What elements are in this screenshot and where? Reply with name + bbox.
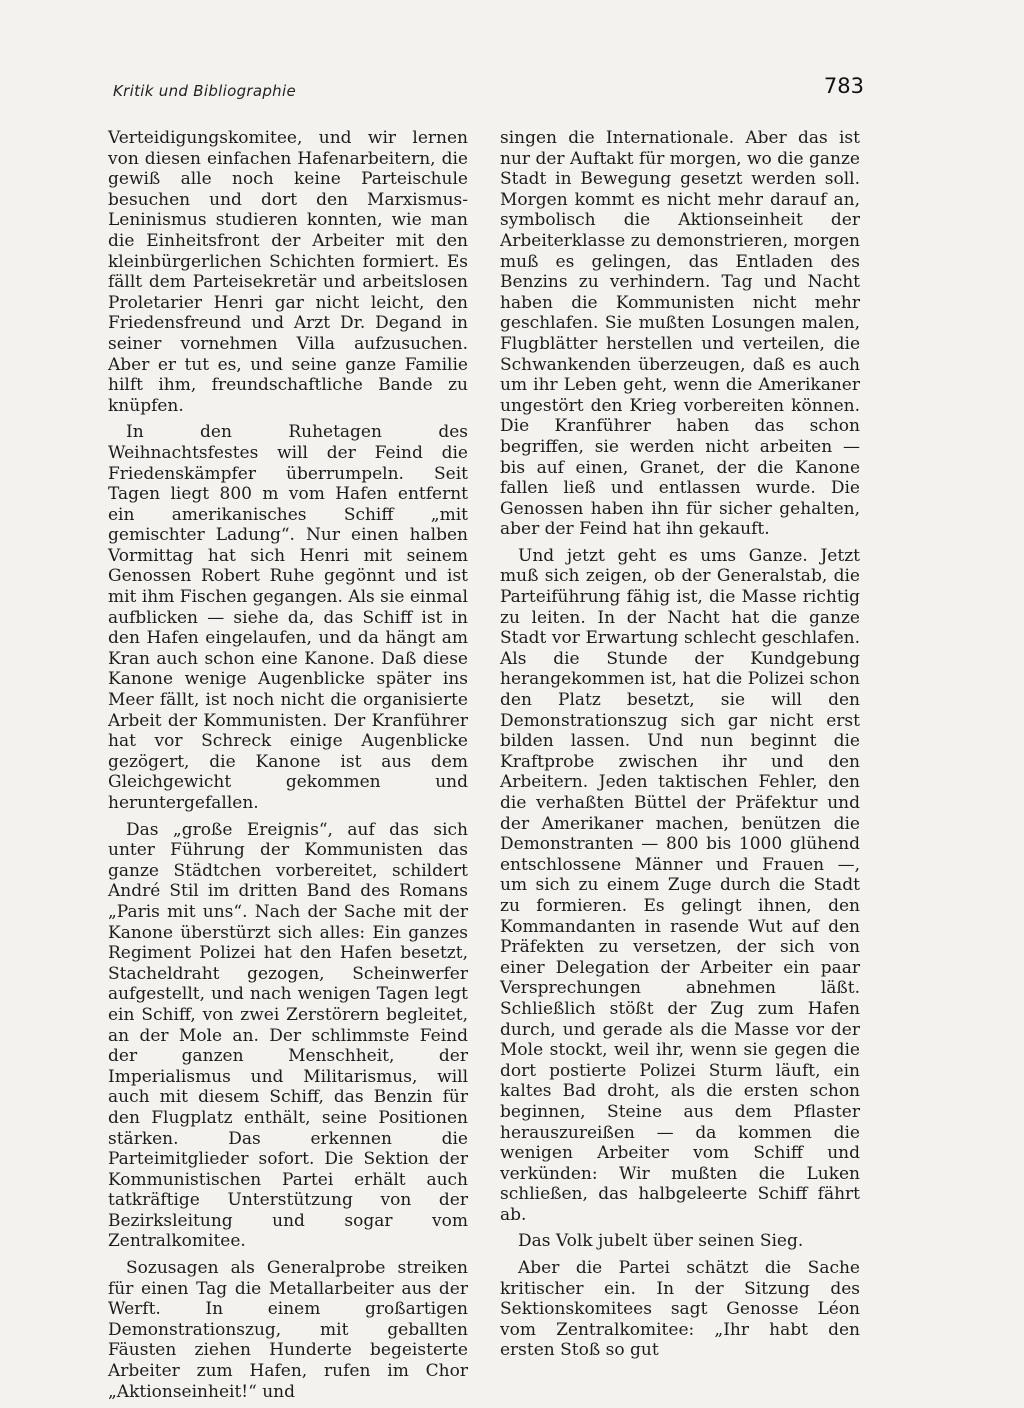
paragraph: Und jetzt geht es ums Ganze. Jetzt muß sich zeigen, ob der Generalstab, die Parteiführung fähig ist, die Masse richtig zu leiten. In der Nacht hat die ganze Stadt vor Erwartung schlecht geschlafen. Als die Stunde der Kundgebung herangekommen ist, hat die Polizei schon den Platz besetzt, sie will den Demonstrationszug sich gar nicht erst bilden lassen. Und nun beginnt die Kraftprobe zwischen ihr und den Arbeitern. Jeden taktischen Fehler, den die verhaßten Büttel der Präfektur und der Amerikaner machen, benützen die Demonstranten — 800 bis 1000 glühend entschlossene Männer und Frauen —, um sich zu einem Zuge durch die Stadt zu formieren. Es gelingt ihnen, den Kommandanten in rasende Wut auf den Präfekten zu versetzen, der sich von einer Delegation der Arbeiter ein paar Versprechungen abnehmen läßt. Schließlich stößt der Zug zum Hafen durch, und gerade als die Masse vor der Mole stockt, weil ihr, wenn sie gegen die dort postierte Polizei Sturm läuft, ein kaltes Bad droht, als die ersten schon beginnen, Steine aus dem Pflaster herauszureißen — da kommen die wenigen Arbeiter vom Schiff und verkünden: Wir mußten die Luken schließen, das halbgeleerte Schiff fährt ab. [500, 545, 860, 1225]
paragraph: Aber die Partei schätzt die Sache kritischer ein. In der Sitzung des Sektionskomitees sagt Genosse Léon vom Zentralkomitee: „Ihr habt den ersten Stoß so gut [500, 1258, 860, 1361]
paragraph: In den Ruhetagen des Weihnachtsfestes will der Feind die Friedenskämpfer überrumpeln. Seit Tagen liegt 800 m vom Hafen entfernt ein amerikanisches Schiff „mit gemischter Ladung“. Nur einen halben Vormittag hat sich Henri mit seinem Genossen Robert Ruhe gegönnt und ist mit ihm Fischen gegangen. Als sie einmal aufblicken — siehe da, das Schiff ist in den Hafen eingelaufen, und da hängt am Kran auch schon eine Kanone. Daß diese Kanone wenige Augenblicke später ins Meer fällt, ist noch nicht die organisierte Arbeit der Kommunisten. Der Kranführer hat vor Schreck einige Augenblicke gezögert, die Kanone ist aus dem Gleichgewicht gekommen und heruntergefallen. [108, 422, 468, 813]
paragraph: Verteidigungskomitee, und wir lernen von diesen einfachen Hafenarbeitern, die gewiß alle noch keine Parteischule besuchen und dort den Marxismus-Leninismus studieren konnten, wie man die Einheitsfront der Arbeiter mit den kleinbürgerlichen Schichten formiert. Es fällt dem Parteisekretär und arbeitslosen Proletarier Henri gar nicht leicht, den Friedensfreund und Arzt Dr. Degand in seiner vornehmen Villa aufzusuchen. Aber er tut es, und seine ganze Familie hilft ihm, freundschaftliche Bande zu knüpfen. [108, 128, 468, 416]
right-column [500, 128, 860, 1367]
paragraph: singen die Internationale. Aber das ist nur der Auftakt für morgen, wo die ganze Stadt in Bewegung gesetzt werden soll. Morgen kommt es nicht mehr darauf an, symbolisch die Aktionseinheit der Arbeiterklasse zu demonstrieren, morgen muß es gelingen, das Entladen des Benzins zu verhindern. Tag und Nacht haben die Kommunisten nicht mehr geschlafen. Sie mußten Losungen malen, Flugblätter herstellen und verteilen, die Schwankenden überzeugen, daß es auch um ihr Leben geht, wenn die Amerikaner ungestört den Krieg vorbereiten können. Die Kranführer haben das schon begriffen, sie werden nicht arbeiten — bis auf einen, Granet, der die Kanone fallen ließ und entlassen wurde. Die Genossen haben ihn für sicher gehalten, aber der Feind hat ihn gekauft. [500, 128, 860, 540]
paragraph: Das Volk jubelt über seinen Sieg. [518, 1231, 804, 1252]
left-column [108, 128, 468, 1408]
page-number: 783 [823, 74, 864, 98]
paragraph: Das „große Ereignis“, auf das sich unter Führung der Kommunisten das ganze Städtchen vorbereitet, schildert André Stil im dritten Band des Romans „Paris mit uns“. Nach der Sache mit der Kanone überstürzt sich alles: Ein ganzes Regiment Polizei hat den Hafen besetzt, Stacheldraht gezogen, Scheinwerfer aufgestellt, und nach wenigen Tagen legt ein Schiff, von zwei Zerstörern begleitet, an der Mole an. Der schlimmste Feind der ganzen Menschheit, der Imperialismus und Militarismus, will auch mit diesem Schiff, das Benzin für den Flugplatz enthält, seine Positionen stärken. Das erkennen die Parteimitglieder sofort. Die Sektion der Kommunistischen Partei erhält auch tatkräftige Unterstützung von der Bezirksleitung und sogar vom Zentralkomitee. [108, 819, 468, 1252]
running-head: Kritik und Bibliographie [113, 82, 296, 100]
page-header [113, 72, 864, 112]
paragraph: Sozusagen als Generalprobe streiken für einen Tag die Metallarbeiter aus der Werft. In einem großartigen Demonstrationszug, mit geballten Fäusten ziehen Hunderte begeisterte Arbeiter zum Hafen, rufen im Chor „Aktionseinheit!“ und [108, 1258, 468, 1402]
